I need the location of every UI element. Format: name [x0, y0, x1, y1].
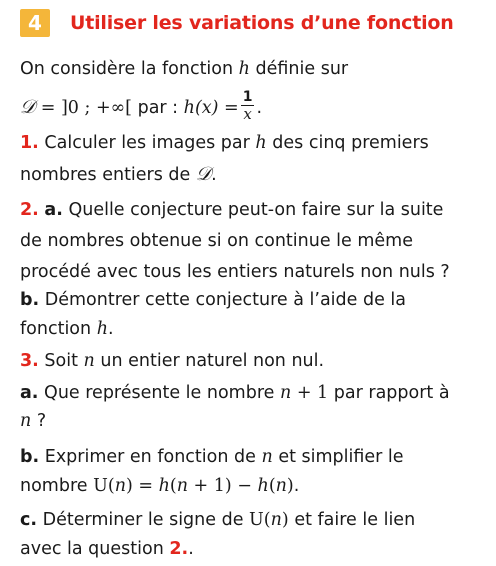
q3c-line-1: [20, 509, 415, 531]
domain-interval: = ]0 ; +∞[: [35, 98, 133, 118]
q3-text-end: un entier naturel non nul.: [100, 351, 325, 371]
q3b-text-2: nombre: [20, 476, 88, 496]
par-text: par :: [137, 98, 179, 118]
intro-text-end: définie sur: [255, 59, 349, 79]
function-definition: h(x) =: [183, 98, 239, 118]
q2a-text-2: de nombres obtenue si on continue le même: [20, 231, 413, 251]
q3c-expression: U(n): [249, 510, 289, 530]
q2a-line-3: [20, 261, 450, 283]
q2a-line-2: [20, 230, 413, 252]
q3c-line-2: [20, 538, 194, 560]
q1-text-2: nombres entiers de: [20, 165, 191, 185]
q3-variable-n: n: [83, 351, 95, 371]
q1-period: .: [211, 165, 217, 185]
q1-text: Calculer les images par: [44, 133, 250, 153]
q3a-variable-n: n: [20, 411, 32, 431]
function-h: h: [238, 59, 250, 79]
q3b-line-1: [20, 446, 404, 468]
q3a-question-mark: ?: [36, 411, 47, 431]
q3b-expression: U(n) = h(n + 1) − h(n): [93, 476, 294, 496]
fraction-numerator: 1: [242, 89, 253, 105]
intro-line-2: [20, 89, 263, 124]
intro-line-1: [20, 58, 348, 80]
q3a-line-2: [20, 410, 46, 432]
q2b-text-2: fonction: [20, 319, 92, 339]
q3c-text: Déterminer le signe de: [42, 510, 244, 530]
q1-text-end: des cinq premiers: [272, 133, 429, 153]
q2b-line-1: [20, 289, 406, 311]
q1-line-2: [20, 163, 217, 186]
q3a-label: a.: [20, 383, 39, 403]
exercise-number-badge: 4: [20, 9, 50, 37]
q3b-text: Exprimer en fonction de: [44, 447, 256, 467]
q3a-text: Que représente le nombre: [44, 383, 275, 403]
fraction-denominator: x: [243, 105, 252, 123]
q1-number: 1.: [20, 133, 39, 153]
q3b-text-end: et simplifier le: [278, 447, 404, 467]
q3a-expression: n + 1: [279, 383, 329, 403]
q3c-text-2: avec la question: [20, 539, 164, 559]
intro-text: On considère la fonction: [20, 59, 234, 79]
domain-symbol: 𝒟: [20, 96, 36, 118]
q3b-label: b.: [20, 447, 40, 467]
q3b-variable-n: n: [261, 447, 273, 467]
q3c-label: c.: [20, 510, 38, 530]
q2b-label: b.: [20, 290, 40, 310]
q3c-period: .: [188, 539, 194, 559]
q2a-label: a.: [44, 200, 63, 220]
q3b-line-2: [20, 475, 299, 497]
q2b-text-1: Démontrer cette conjecture à l’aide de la: [44, 290, 407, 310]
q1-domain-symbol: 𝒟: [195, 163, 212, 185]
q3-text: Soit: [44, 351, 78, 371]
q3a-line-1: [20, 382, 450, 404]
q2b-function-h: h: [96, 319, 108, 339]
q3c-text-end: et faire le lien: [294, 510, 416, 530]
q2b-period: .: [107, 319, 114, 339]
intro-period: .: [256, 98, 263, 118]
exercise-header: [20, 8, 454, 38]
q1-line-1: [20, 132, 429, 154]
exercise-title: Utiliser les variations d’une fonction: [70, 12, 454, 34]
q2b-line-2: [20, 318, 114, 340]
q2a-line-1: [20, 199, 443, 221]
q2a-text-1: Quelle conjecture peut-on faire sur la suite: [68, 200, 444, 220]
q2a-text-3: procédé avec tous les entiers naturels non nuls ?: [20, 262, 450, 282]
question-reference: 2.: [169, 539, 189, 559]
q3-number: 3.: [20, 351, 39, 371]
q3a-text-end: par rapport à: [333, 383, 450, 403]
q1-function-h: h: [255, 133, 267, 153]
q3b-period: .: [293, 476, 300, 496]
q3-line-1: [20, 350, 324, 372]
fraction-one-over-x: [241, 90, 255, 122]
q2-number: 2.: [20, 200, 39, 220]
